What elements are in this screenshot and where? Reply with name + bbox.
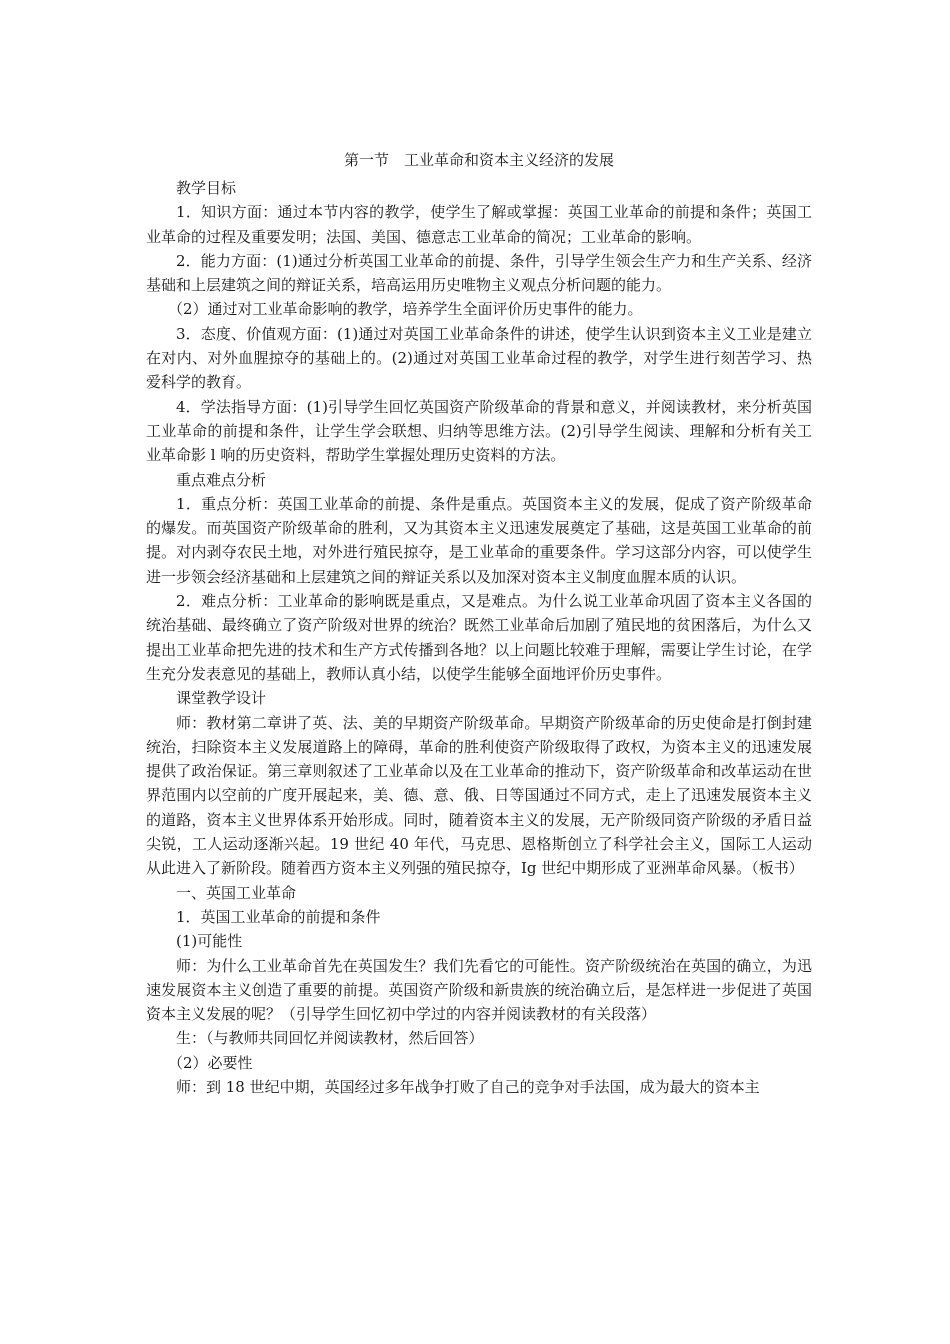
heading-key-points: 重点难点分析 bbox=[176, 470, 267, 489]
necessity-heading: （2）必要性 bbox=[168, 1053, 253, 1072]
subsection-heading: 1．英国工业革命的前提和条件 bbox=[176, 907, 381, 926]
goal-ability: 2．能力方面：(1)通过分析英国工业革命的前提、条件，引导学生领会生产力和生产关系、经济基础和上层建筑之间的辩证关系，培高运用历史唯物主义观点分析问题的能力。 bbox=[146, 251, 812, 295]
student-answer: 生：（与教师共同回忆并阅读教材，然后回答） bbox=[176, 1029, 484, 1048]
difficulty-analysis: 2．难点分析：工业革命的影响既是重点，又是难点。为什么说工业革命巩固了资本主义各国的统治基础、最终确立了资产阶级对世界的统治？既然工业革命后加剧了殖民地的贫困落后，为什么又提出工业革命把先进的技术和生产方式传播到各地？以上问题比较难于理解，需要让学生讨论，在学生充分发表意见的基础上，教师认真小结，以使学生能够全面地评价历史事件。 bbox=[146, 592, 812, 683]
goal-ability-2: （2）通过对工业革命影响的教学，培养学生全面评价历史事件的能力。 bbox=[168, 300, 643, 319]
teacher-question: 师：为什么工业革命首先在英国发生？我们先看它的可能性。资产阶级统治在英国的确立，为迅速发展资本主义创造了重要的前提。英国资产阶级和新贵族的统治确立后，是怎样进一步促进了英国资本主义发展的呢？（引导学生回忆初中学过的内容并阅读教材的有关段落） bbox=[146, 956, 812, 1024]
heading-lesson-design: 课堂教学设计 bbox=[176, 689, 267, 708]
document-page bbox=[146, 148, 812, 1099]
page-title: 第一节 工业革命和资本主义经济的发展 bbox=[343, 151, 614, 169]
goal-method: 4．学法指导方面：(1)引导学生回忆英国资产阶级革命的背景和意义，并阅读教材，来分析英国工业革命的前提和条件，让学生学会联想、归纳等思维方法。(2)引导学生阅读、理解和分析有关工业革命影 l 响的历史资料，帮助学生掌握处理历史资料的方法。 bbox=[146, 397, 812, 465]
teacher-intro: 师：教材第二章讲了英、法、美的早期资产阶级革命。早期资产阶级革命的历史使命是打倒封建统治，扫除资本主义发展道路上的障碍，革命的胜利使资产阶级取得了政权，为资本主义的迅速发展提供了政治保证。第三章则叙述了工业革命以及在工业革命的推动下，资产阶级革命和改革运动在世界范围内以空前的广度开展起来，美、德、意、俄、日等国通过不同方式，走上了迅速发展资本主义的道路，资本主义世界体系开始形成。同时，随着资本主义的发展，无产阶级同资产阶级的矛盾日益尖锐，工人运动逐渐兴起。19 世纪 40 年代，马克思、恩格斯创立了科学社会主义，国际工人运动从此进入了新阶段。随着西方资本主义列强的殖民掠夺，Ig 世纪中期形成了亚洲革命风暴。（板书） bbox=[146, 713, 812, 878]
key-point-analysis: 1．重点分析：英国工业革命的前提、条件是重点。英国资本主义的发展，促成了资产阶级革命的爆发。而英国资产阶级革命的胜利，又为其资本主义迅速发展奠定了基础，这是英国工业革命的前提。对内剥夺农民土地，对外进行殖民掠夺，是工业革命的重要条件。学习这部分内容，可以使学生进一步领会经济基础和上层建筑之间的辩证关系以及加深对资本主义制度血腥本质的认识。 bbox=[146, 494, 812, 586]
goal-knowledge: 1．知识方面：通过本节内容的教学，使学生了解或掌握：英国工业革命的前提和条件；英国工业革命的过程及重要发明；法国、美国、德意志工业革命的简况；工业革命的影响。 bbox=[146, 203, 812, 246]
teacher-necessity: 师：到 18 世纪中期，英国经过多年战争打败了自己的竞争对手法国，成为最大的资本主 bbox=[176, 1077, 760, 1096]
heading-teaching-goals: 教学目标 bbox=[176, 179, 237, 197]
goal-attitude: 3．态度、价值观方面：(1)通过对英国工业革命条件的讲述，使学生认识到资本主义工业是建立在对内、对外血腥掠夺的基础上的。(2)通过对英国工业革命过程的教学，对学生进行刻苦学习、热爱科学的教育。 bbox=[146, 324, 812, 392]
possibility-heading: (1)可能性 bbox=[176, 932, 243, 951]
section-heading: 一、英国工业革命 bbox=[176, 883, 297, 902]
